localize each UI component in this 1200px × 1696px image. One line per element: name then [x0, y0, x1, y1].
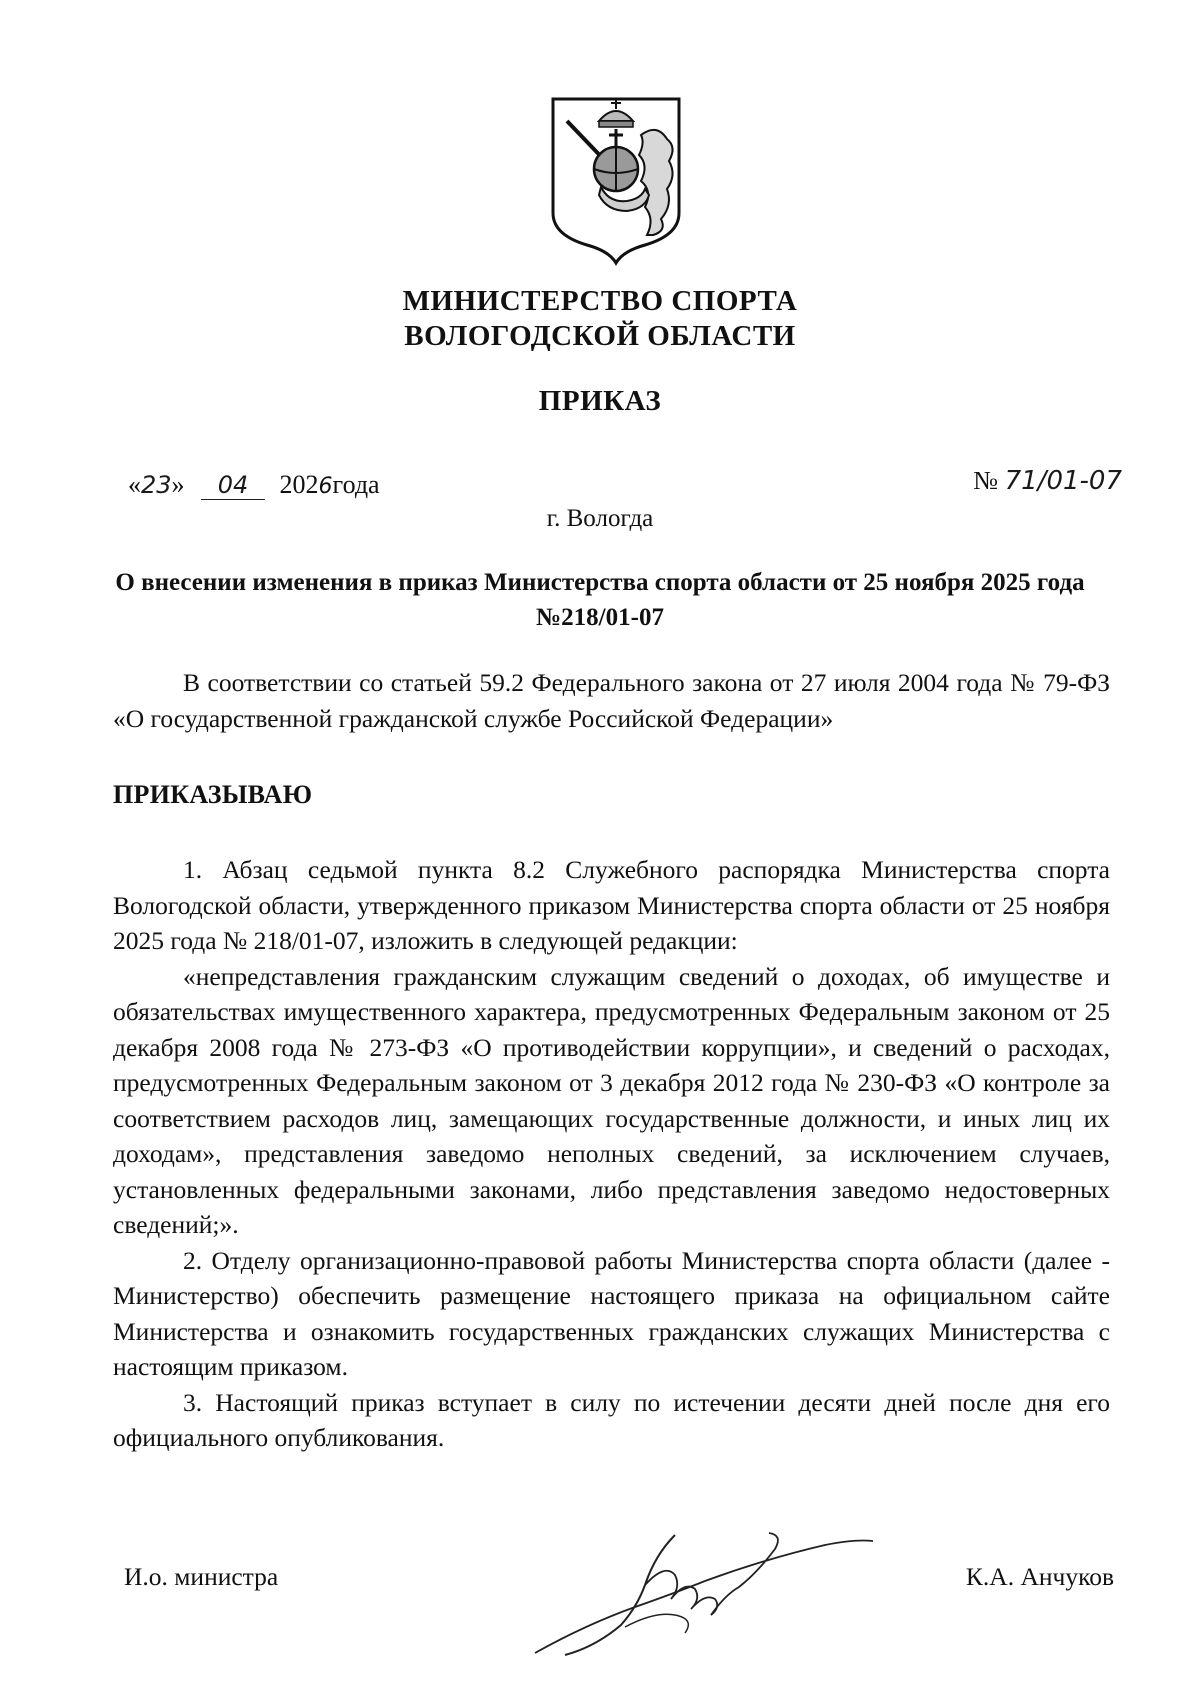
date-month: 04: [201, 471, 265, 500]
order-item-3: 3. Настоящий приказ вступает в силу по истечении десяти дней после дня его официального опубликования.: [113, 1387, 1110, 1452]
signatory-name: К.А. Анчуков: [965, 1562, 1114, 1591]
preamble-block: [113, 665, 1110, 736]
date-open-quote: «: [128, 470, 141, 499]
signatory-position: И.о. министра: [124, 1562, 279, 1591]
date-close-quote: »: [171, 470, 185, 499]
order-item-2: 2. Отделу организационно-правовой работы Министерства спорта области (далее - Министерство) обеспечить размещение настоящего приказа на официальном сайте Министерства и ознакомить государственных гражданских служащих Министерства с настоящим приказом.: [113, 1245, 1110, 1381]
order-title: О внесении изменения в приказ Министерства спорта области от 25 ноября 2025 года №218/01-07: [115, 569, 1085, 631]
order-number-label: №: [973, 466, 999, 495]
order-date: [128, 470, 380, 500]
order-number-value: 71/01-07: [1004, 466, 1122, 496]
decree-word: ПРИКАЗЫВАЮ: [113, 780, 313, 809]
order-number: [973, 466, 1122, 496]
order-item-1-quote: «непредставления гражданским служащим сведений о доходах, об имуществе и обязательствах имущественного характера, предусмотренных Федеральным законом от 25 декабря 2008 года № 273-ФЗ «О противодействии коррупции», и сведений о расходах, предусмотренных Федеральным законом от 3 декабря 2012 года № 230-ФЗ «О контроле за соответствием расходов лиц, замещающих государственные должности, и иных лиц их доходам», представления заведомо неполных сведений, за исключением случаев, установленных федеральными законами, либо представления заведомо недостоверных сведений;».: [113, 961, 1110, 1239]
ministry-name-line2: ВОЛОГОДСКОЙ ОБЛАСТИ: [404, 320, 796, 352]
order-item-1: 1. Абзац седьмой пункта 8.2 Служебного распорядка Министерства спорта Вологодской области, утвержденного приказом Министерства спорта области от 25 ноября 2025 года № 218/01-07, изложить в следующей редакции:: [113, 855, 1110, 955]
city-name: г. Вологда: [546, 505, 654, 532]
coat-of-arms-emblem: [549, 95, 683, 267]
document-type-title: ПРИКАЗ: [538, 385, 662, 417]
ministry-name-line1: МИНИСТЕРСТВО СПОРТА: [402, 285, 798, 317]
date-day: 23: [141, 471, 172, 499]
date-year-prefix: 202: [279, 470, 319, 499]
date-year-digit: 6: [318, 474, 333, 499]
handwritten-signature: [525, 1515, 885, 1660]
order-items: [113, 852, 1110, 1456]
date-year-suffix: года: [332, 470, 380, 499]
preamble-text: В соответствии со статьей 59.2 Федерального закона от 27 июля 2004 года № 79-ФЗ «О государственной гражданской службе Российской Федерации»: [113, 668, 1110, 733]
